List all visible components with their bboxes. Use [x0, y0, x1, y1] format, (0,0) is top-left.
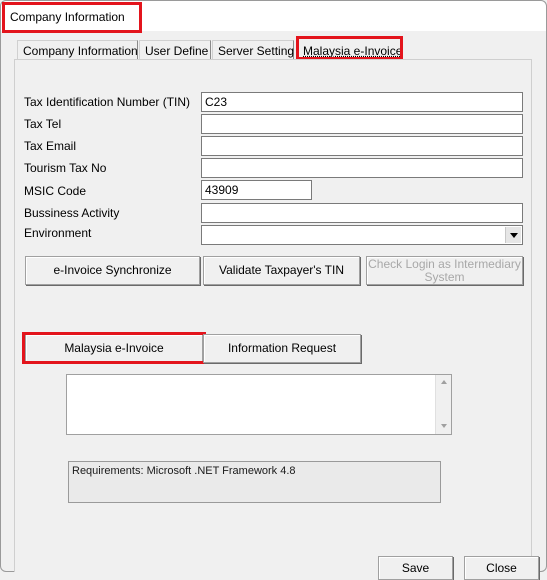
validate-tin-button[interactable]: [203, 256, 360, 285]
button-label: Close: [486, 560, 517, 575]
button-highlight-box: [22, 332, 206, 364]
einvoice-synchronize-button[interactable]: [25, 256, 200, 285]
environment-label: Environment: [24, 226, 92, 240]
requirements-box: [68, 461, 441, 503]
memo-textarea[interactable]: [66, 374, 452, 435]
environment-select[interactable]: [201, 225, 523, 245]
business-activity-field[interactable]: [201, 203, 523, 223]
business-activity-label: Bussiness Activity: [24, 206, 120, 220]
tab-label: User Define: [145, 44, 209, 58]
tab-company-information[interactable]: [17, 40, 138, 60]
title-highlight-box: [2, 2, 142, 33]
save-button[interactable]: [378, 556, 453, 580]
close-button[interactable]: [464, 556, 539, 580]
tab-user-define[interactable]: [139, 40, 211, 60]
tab-highlight-box: [296, 36, 403, 60]
tourism-tax-field[interactable]: [201, 158, 523, 178]
dropdown-button[interactable]: [505, 227, 521, 243]
tax-email-field[interactable]: [201, 136, 523, 156]
tab-label: Company Information: [23, 44, 138, 58]
tax-tel-label: Tax Tel: [24, 117, 62, 131]
button-label: Malaysia e-Invoice: [64, 341, 164, 355]
window-title: Company Information: [10, 10, 125, 24]
tax-email-label: Tax Email: [24, 139, 77, 153]
button-label: Information Request: [227, 341, 337, 355]
button-label: Save: [401, 560, 430, 575]
check-login-intermediary-button[interactable]: [366, 256, 523, 285]
tab-label: Server Setting: [218, 44, 295, 58]
tin-label: Tax Identification Number (TIN): [24, 95, 191, 109]
chevron-down-icon: [510, 233, 518, 238]
requirements-text: Requirements: Microsoft .NET Framework 4.8: [72, 465, 296, 477]
tax-tel-field[interactable]: [201, 114, 523, 134]
msic-code-field[interactable]: 43909: [201, 180, 312, 200]
button-label: e-Invoice Synchronize: [53, 263, 172, 277]
tourism-tax-label: Tourism Tax No: [24, 161, 107, 175]
scroll-down-icon[interactable]: [441, 424, 447, 428]
memo-scrollbar[interactable]: [435, 375, 451, 434]
button-label: Check Login as Intermediary System: [368, 256, 521, 284]
information-request-button[interactable]: [203, 334, 361, 363]
tab-server-setting[interactable]: [212, 40, 294, 60]
button-label: Validate Taxpayer's TIN: [218, 263, 345, 277]
tab-label: Malaysia e-Invoice: [303, 44, 403, 58]
tin-field[interactable]: C23: [201, 92, 523, 112]
scroll-up-icon[interactable]: [441, 380, 447, 384]
msic-code-label: MSIC Code: [24, 184, 87, 198]
